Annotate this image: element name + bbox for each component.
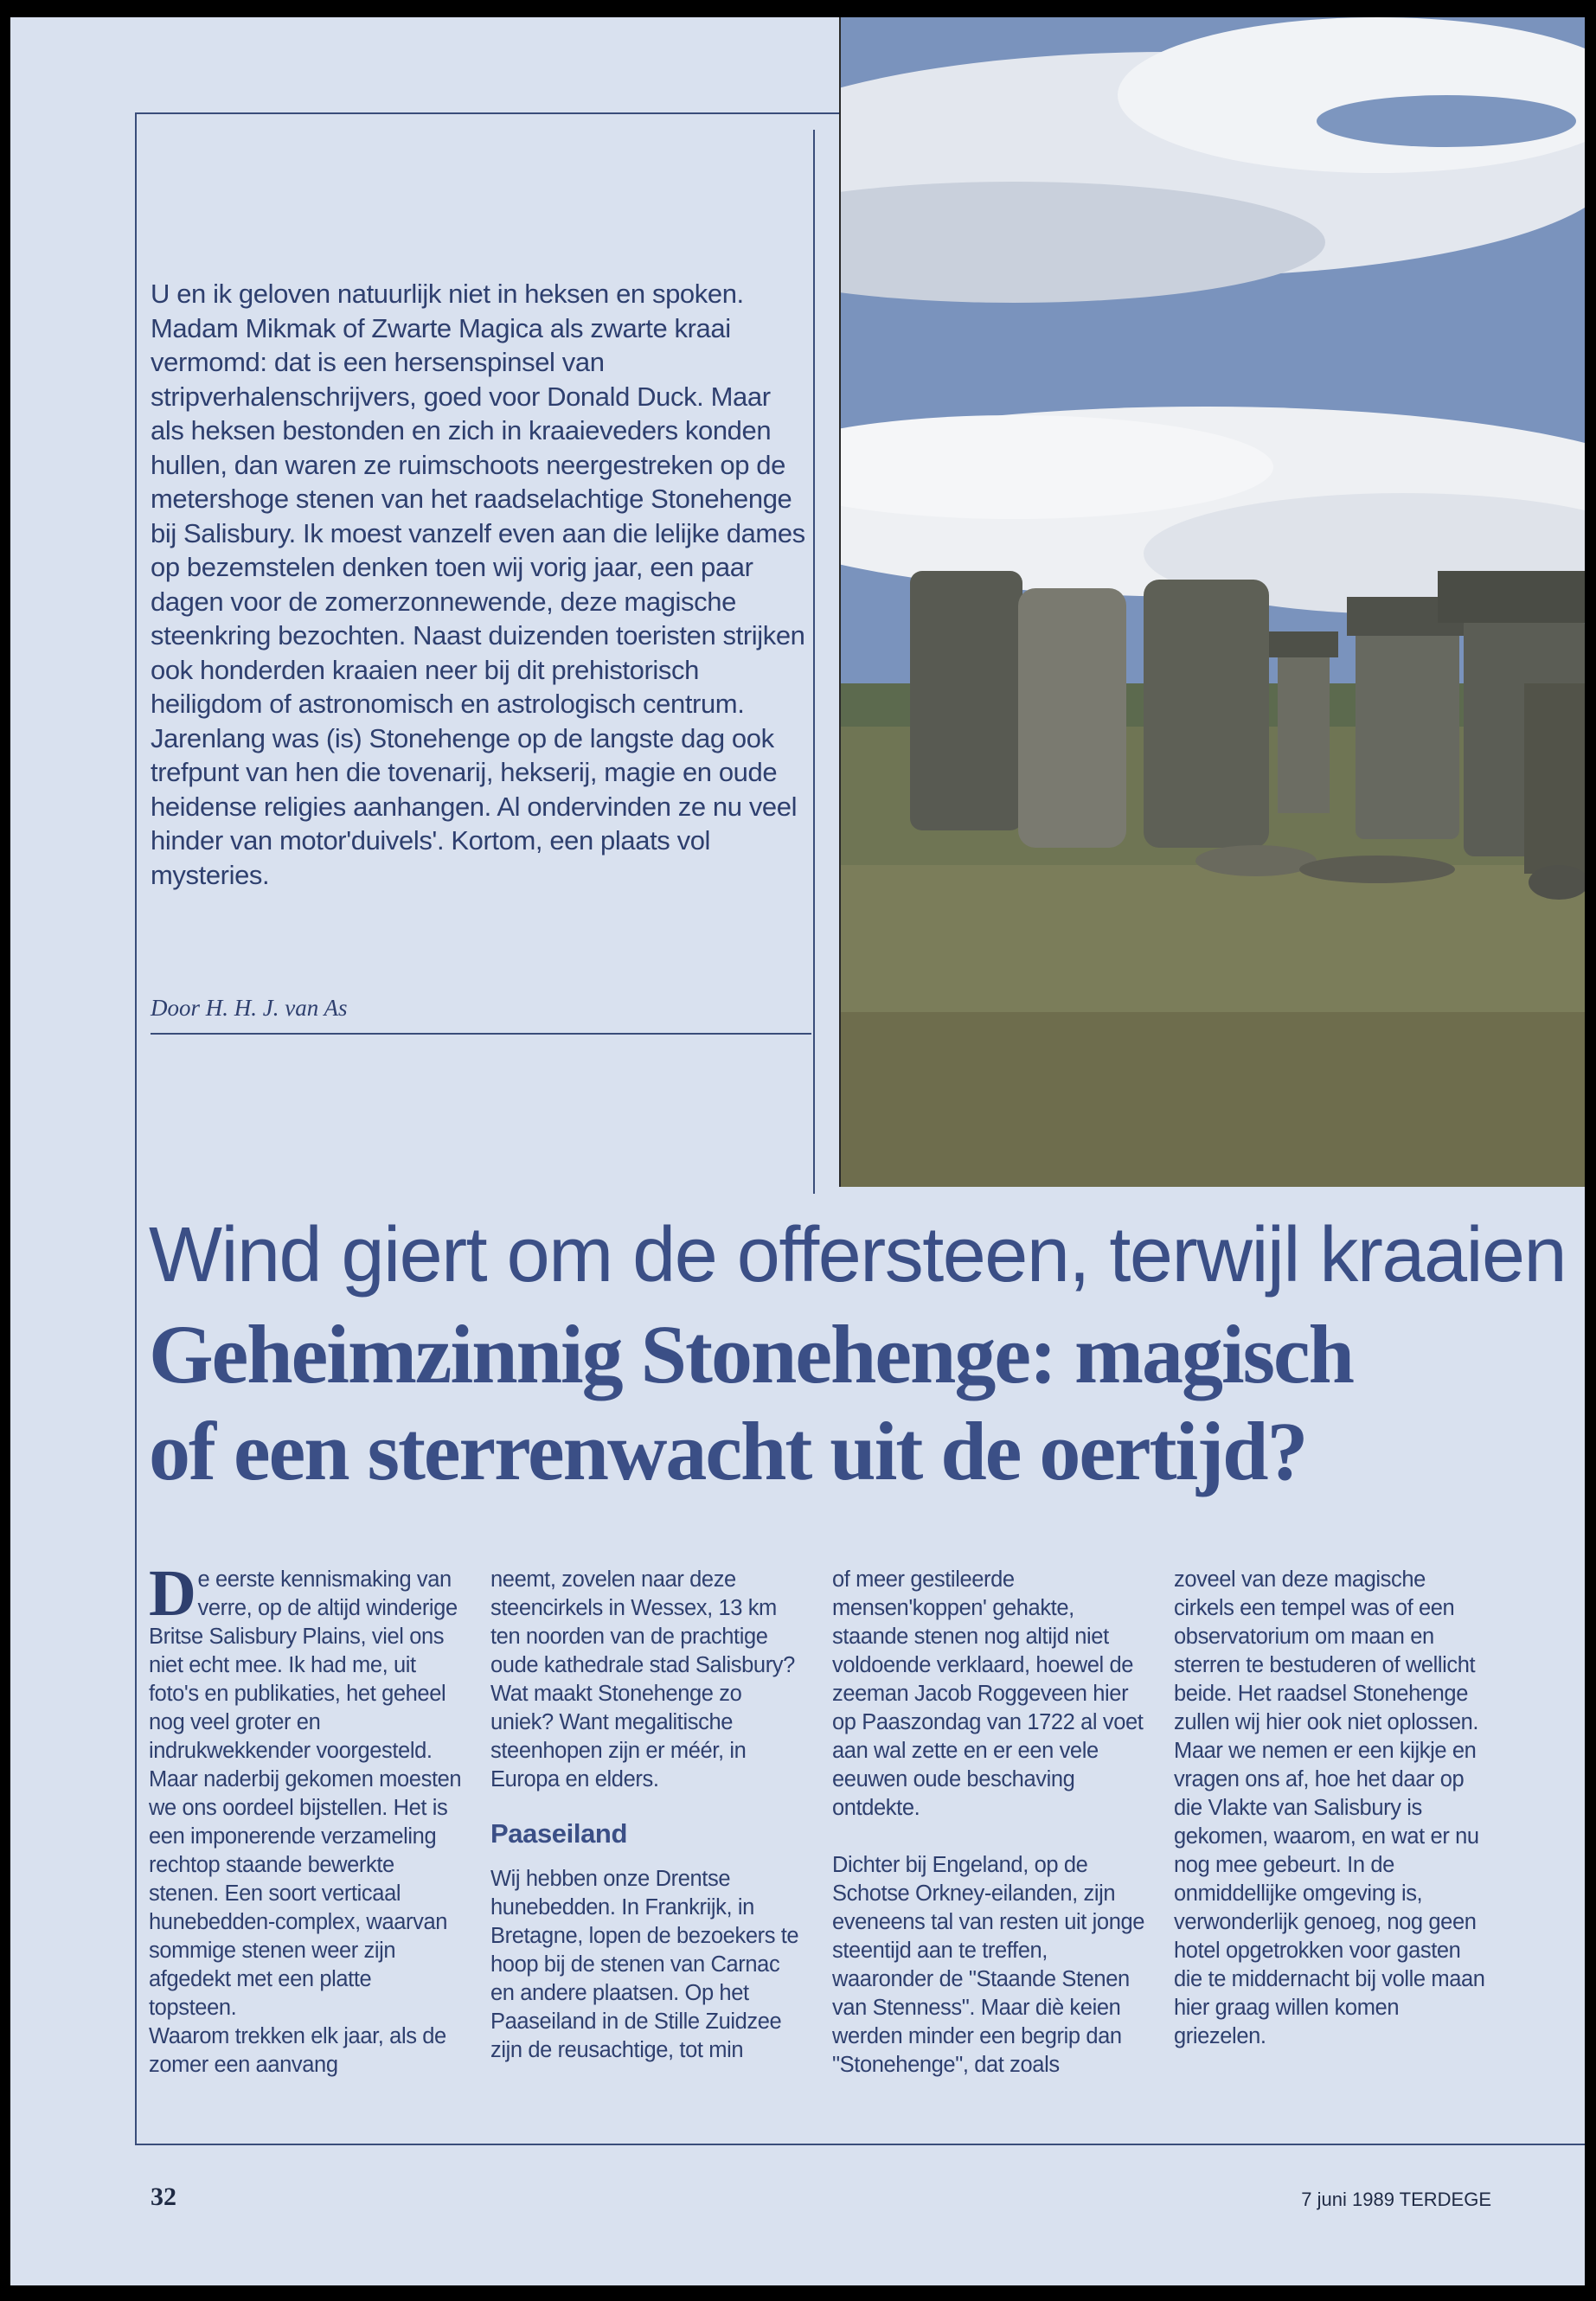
- headline-line-3: of een sterrenwacht uit de oertijd?: [149, 1405, 1307, 1497]
- stonehenge-illustration: [841, 17, 1585, 1187]
- issue-date: 7 juni 1989 TERDEGE: [1301, 2189, 1491, 2210]
- paragraph: of meer gestileerde mensen'koppen' gehakte, staande stenen nog altijd niet voldoende verklaard, hoewel de zeeman Jacob Roggeveen hier op Paaszondag van 1722 al voet aan wal zette en er een vele eeuwen oude beschaving ontdekte.: [832, 1567, 1144, 1820]
- body-column-3: [832, 1566, 1145, 2080]
- page-number: 32: [151, 2182, 176, 2211]
- paragraph: Wij hebben onze Drentse hunebedden. In Frankrijk, in Bretagne, lopen de bezoekers te hoop bij de stenen van Carnac en andere plaatsen. Op het Paaseiland in de Stille Zuidzee zijn de reusachtige, tot min: [490, 1867, 799, 2062]
- body-column-4: [1174, 1566, 1487, 2051]
- magazine-page: [10, 17, 1585, 2285]
- intro-paragraph: U en ik geloven natuurlijk niet in heksen en spoken. Madam Mikmak of Zwarte Magica als zwarte kraai vermomd: dat is een hersenspinsel van stripverhalenschrijvers, goed voor Donald Duck. Maar als heksen bestonden en zich in kraaieveders konden hullen, dan waren ze ruimschoots neergestreken op de metershoge stenen van het raadselachtige Stonehenge bij Salisbury. Ik moest vanzelf even aan die lelijke dames op bezemstelen denken toen wij vorig jaar, een paar dagen voor de zomerzonnewende, deze magische steenkring bezochten. Naast duizenden toeristen strijken ook honderden kraaien neer bij dit prehistorisch heiligdom of astronomisch en astrologisch centrum. Jarenlang was (is) Stonehenge op de langste dag ook trefpunt van hen die tovenarij, hekserij, magie en oude heidense religies aanhangen. Al ondervinden ze nu veel hinder van motor'duivels'. Kortom, een plaats vol mysteries.: [151, 279, 805, 890]
- frame-top-rule: [135, 112, 839, 114]
- headline-line-2: Geheimzinnig Stonehenge: magisch: [149, 1308, 1353, 1400]
- frame-right-rule: [813, 130, 815, 1194]
- paragraph: neemt, zovelen naar deze steencirkels in Wessex, 13 km ten noorden van de prachtige oude kathedrale stad Salisbury? Wat maakt Stonehenge zo uniek? Want megalitische steenhopen zijn er méér, in Europa en elders.: [490, 1567, 795, 1791]
- paragraph: zoveel van deze magische cirkels een tempel was of een observatorium om maan en sterren te bestuderen of wellicht beide. Het raadsel Stonehenge zullen wij hier ook niet oplossen. Maar we nemen er een kijkje en vragen ons af, hoe het daar op die Vlakte van Salisbury is gekomen, waarom, en wat er nu nog mee gebeurt. In de onmiddellijke omgeving is, verwonderlijk genoeg, nog geen hotel opgetrokken voor gasten die te middernacht bij volle maan hier graag willen komen griezelen.: [1174, 1567, 1485, 2048]
- paragraph-text: e eerste kennismaking van verre, op de altijd winderige Britse Salisbury Plains, viel ons niet echt mee. Ik had me, uit foto's en publikaties, het geheel nog veel groter en indrukwekkender voorgesteld. Maar naderbij gekomen moesten we ons oordeel bijstellen. Het is een imponerende verzameling rechtop staande bewerkte stenen. Een soort verticaal hunebedden-complex, waarvan sommige stenen weer zijn afgedekt met een platte topsteen.: [149, 1567, 462, 2020]
- body-column-1: [149, 1557, 462, 2080]
- frame-bottom-rule: [135, 2144, 1585, 2145]
- stonehenge-photo: [839, 17, 1585, 1187]
- drop-cap: D: [149, 1557, 196, 1630]
- subheading: Paaseiland: [490, 1818, 627, 1849]
- paragraph: Dichter bij Engeland, op de Schotse Orkney-eilanden, zijn eveneens tal van resten uit jonge steentijd aan te treffen, waaronder de "Staande Stenen van Stenness". Maar diè keien werden minder een begrip dan "Stonehenge", dat zoals: [832, 1853, 1145, 2077]
- byline: Door H. H. J. van As: [151, 995, 348, 1021]
- paragraph: Waarom trekken elk jaar, als de zomer een aanvang: [149, 2024, 446, 2077]
- headline-line-1: Wind giert om de offersteen, terwijl kraaien: [149, 1212, 1567, 1298]
- byline-rule: [151, 1033, 811, 1035]
- body-column-2: [490, 1566, 804, 2065]
- paragraph: [149, 1557, 462, 2022]
- frame-left-rule: [135, 112, 137, 2145]
